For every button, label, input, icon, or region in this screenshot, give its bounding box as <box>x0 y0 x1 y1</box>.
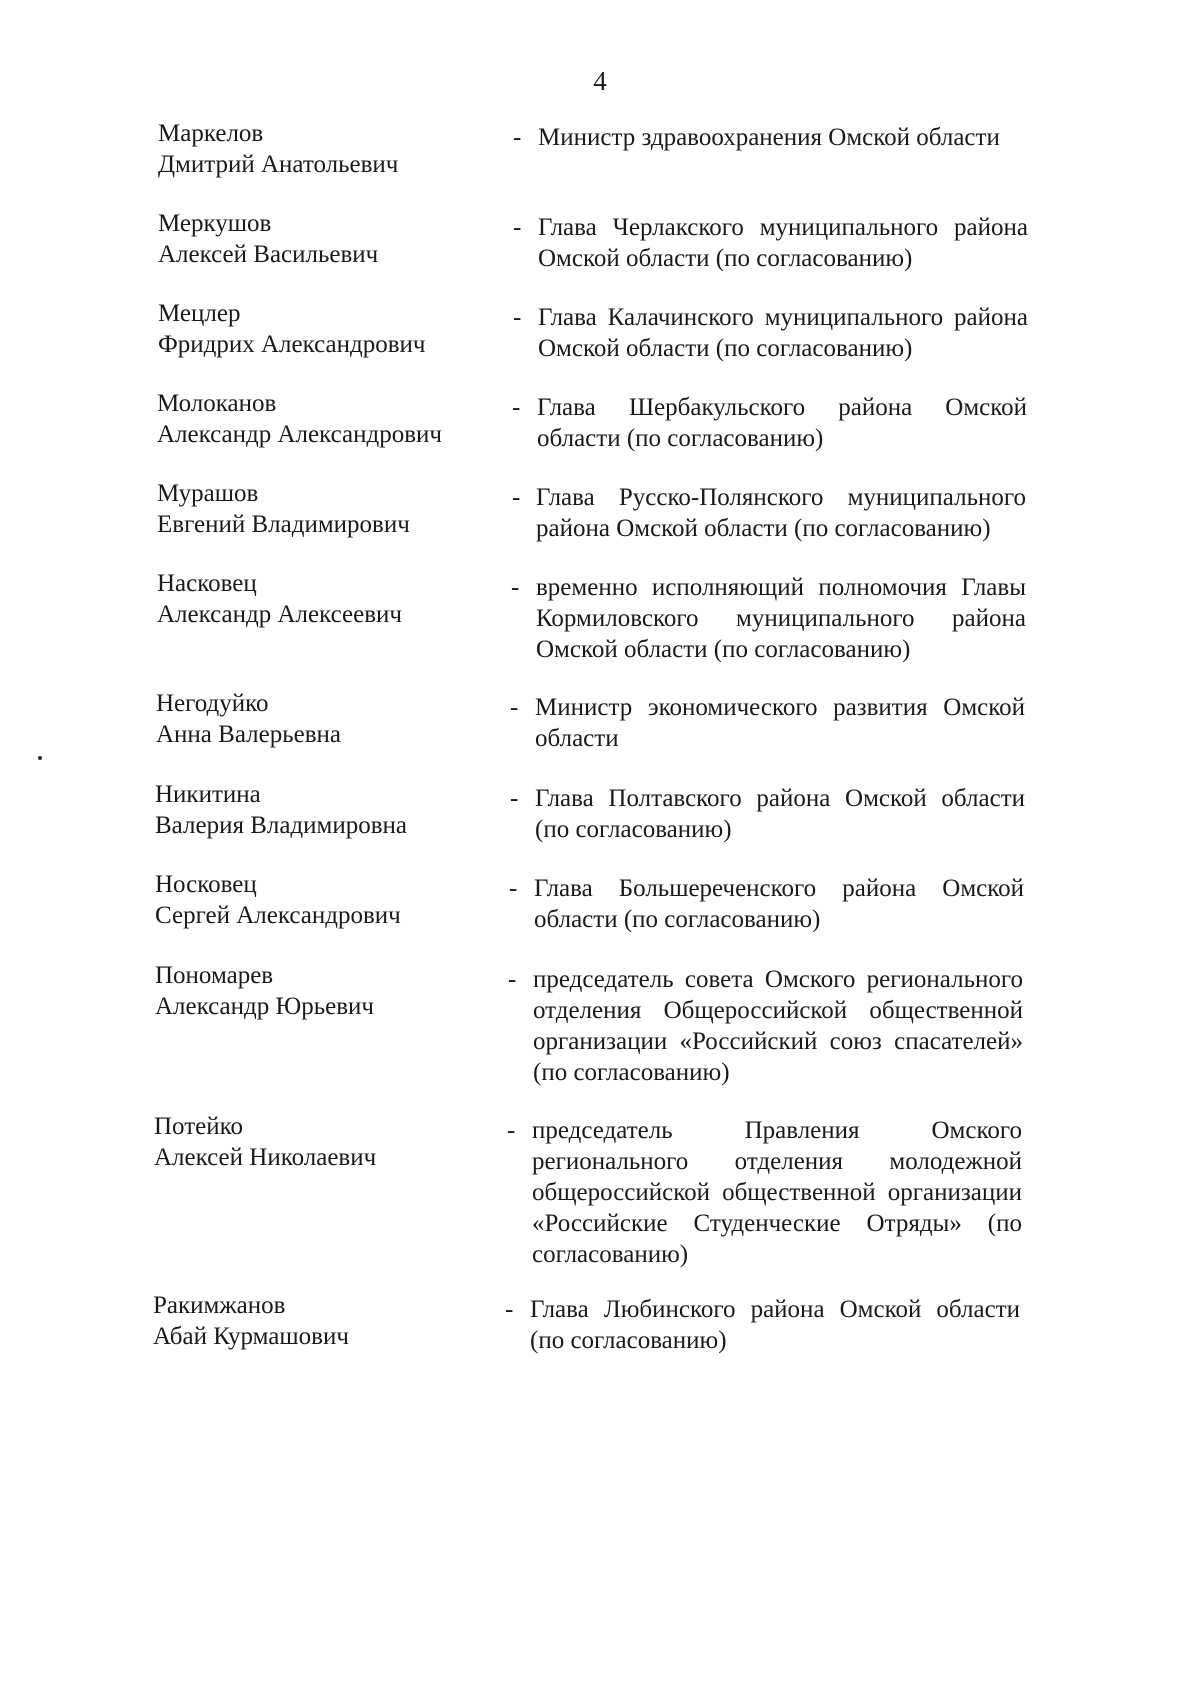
separator-dash: - <box>511 574 520 601</box>
surname: Молоканов <box>157 390 277 417</box>
person-name <box>155 960 515 1022</box>
position-text: председатель совета Омского регионального отделения Общероссийской общественной организации «Российский союз спасателей» (по согласованию) <box>533 966 1023 1086</box>
given-names: Александр Алексеевич <box>157 601 402 628</box>
given-names: Валерия Владимировна <box>155 812 408 839</box>
separator-dash: - <box>512 394 521 421</box>
position-text: председатель Правления Омского регионального отделения молодежной общероссийской общественной организации «Российские Студенческие Отряды» (по согласованию) <box>532 1117 1022 1268</box>
surname: Насковец <box>157 570 257 597</box>
given-names: Анна Валерьевна <box>156 721 341 748</box>
surname: Никитина <box>155 781 261 808</box>
given-names: Абай Курмашович <box>153 1323 349 1350</box>
separator-dash: - <box>507 1117 516 1144</box>
surname: Носковец <box>155 871 257 898</box>
person-name <box>155 869 518 931</box>
person-name <box>158 118 518 180</box>
position-text: Министр экономического развития Омской области <box>535 694 1025 752</box>
position-text: Глава Калачинского муниципального района Омской области (по согласованию) <box>538 304 1028 362</box>
surname: Меркушов <box>158 210 272 237</box>
separator-dash: - <box>505 1296 514 1323</box>
given-names: Сергей Александрович <box>155 902 401 929</box>
position-text: Глава Черлакского муниципального района Омской области (по согласованию) <box>538 214 1028 272</box>
surname: Пономарев <box>155 962 274 989</box>
separator-dash: - <box>510 694 519 721</box>
person-name <box>157 478 517 540</box>
given-names: Дмитрий Анатольевич <box>158 151 399 178</box>
person-name <box>156 688 519 750</box>
given-names: Фридрих Александрович <box>158 331 426 358</box>
separator-dash: - <box>513 304 522 331</box>
surname: Мурашов <box>157 480 259 507</box>
separator-dash: - <box>513 124 522 151</box>
surname: Потейко <box>154 1113 244 1140</box>
separator-dash: - <box>513 214 522 241</box>
position-text: Глава Полтавского района Омской области (по согласованию) <box>535 785 1025 843</box>
position-text: Глава Большереченского района Омской области (по согласованию) <box>534 875 1024 933</box>
given-names: Александр Юрьевич <box>155 993 374 1020</box>
surname: Ракимжанов <box>153 1292 286 1319</box>
person-name <box>154 1111 514 1173</box>
person-name <box>158 298 518 360</box>
surname: Мецлер <box>158 300 241 327</box>
surname: Негодуйко <box>156 690 269 717</box>
separator-dash: - <box>512 484 521 511</box>
surname: Маркелов <box>158 120 264 147</box>
page-number: 4 <box>593 66 607 96</box>
scan-speck <box>38 756 42 760</box>
person-name <box>158 208 518 270</box>
person-name <box>155 779 515 841</box>
given-names: Евгений Владимирович <box>157 511 410 538</box>
person-name <box>157 568 520 630</box>
given-names: Александр Александрович <box>157 421 442 448</box>
person-name <box>153 1290 513 1352</box>
separator-dash: - <box>509 875 518 902</box>
person-name <box>157 388 517 450</box>
given-names: Алексей Васильевич <box>158 241 379 268</box>
position-text: Глава Русско-Полянского муниципального района Омской области (по согласованию) <box>536 484 1026 542</box>
position-text: Глава Шербакульского района Омской области (по согласованию) <box>537 394 1027 452</box>
given-names: Алексей Николаевич <box>154 1144 377 1171</box>
separator-dash: - <box>508 966 517 993</box>
position-text: Глава Любинского района Омской области (по согласованию) <box>530 1296 1020 1354</box>
position-text: Министр здравоохранения Омской области <box>538 124 1000 151</box>
position-text: временно исполняющий полномочия Главы Кормиловского муниципального района Омской области (по согласованию) <box>536 574 1026 663</box>
separator-dash: - <box>510 785 519 812</box>
